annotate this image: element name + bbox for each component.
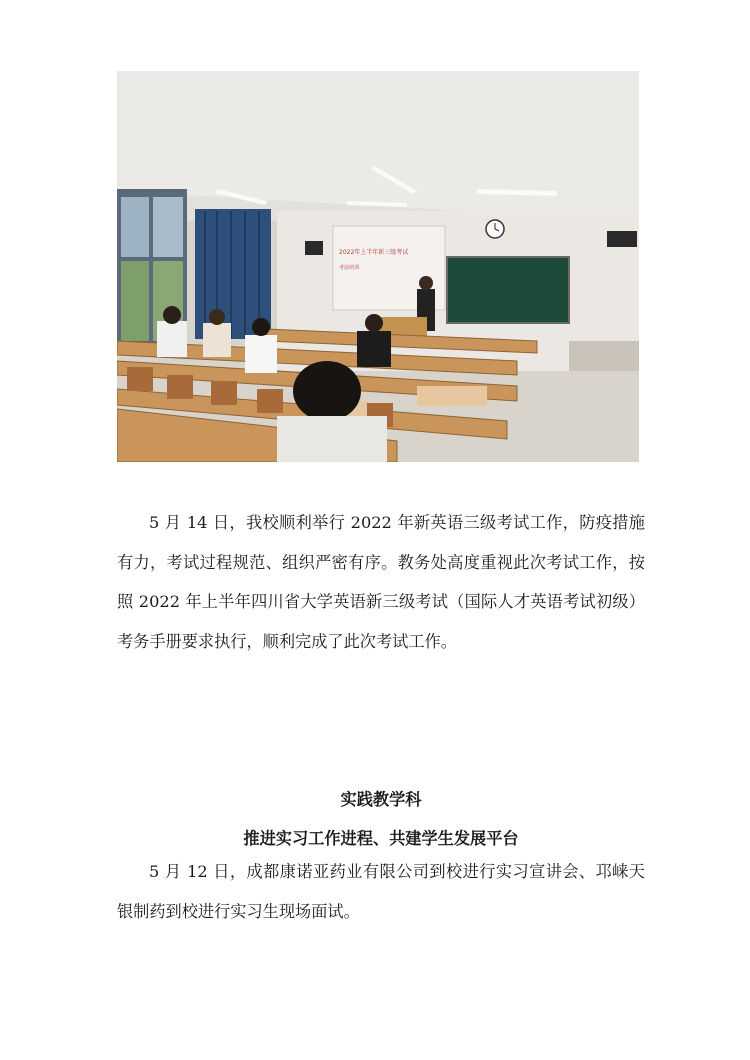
exam-news-paragraph: 5 月 14 日，我校顺利举行 2022 年新英语三级考试工作，防疫措施有力，考试过程规范、组织严密有序。教务处高度重视此次考试工作，按照 2022 年上半年四川省大学英语新三级考试（国际人才英语考试初级）考务手册要求执行，顺利完成了此次考试工作。 xyxy=(117,513,645,651)
department-heading: 实践教学科 xyxy=(340,790,422,809)
section-title: 推进实习工作进程、共建学生发展平台 xyxy=(243,829,519,848)
classroom-photo xyxy=(117,71,639,462)
screen-title-text: 2022年上半年新三级考试 xyxy=(339,249,409,256)
screen-subtitle-text: 考前培训 xyxy=(339,265,360,271)
classroom-scene xyxy=(117,71,639,462)
internship-news-paragraph: 5 月 12 日，成都康诺亚药业有限公司到校进行实习宣讲会、邛崃天银制药到校进行实习生现场面试。 xyxy=(117,862,645,921)
